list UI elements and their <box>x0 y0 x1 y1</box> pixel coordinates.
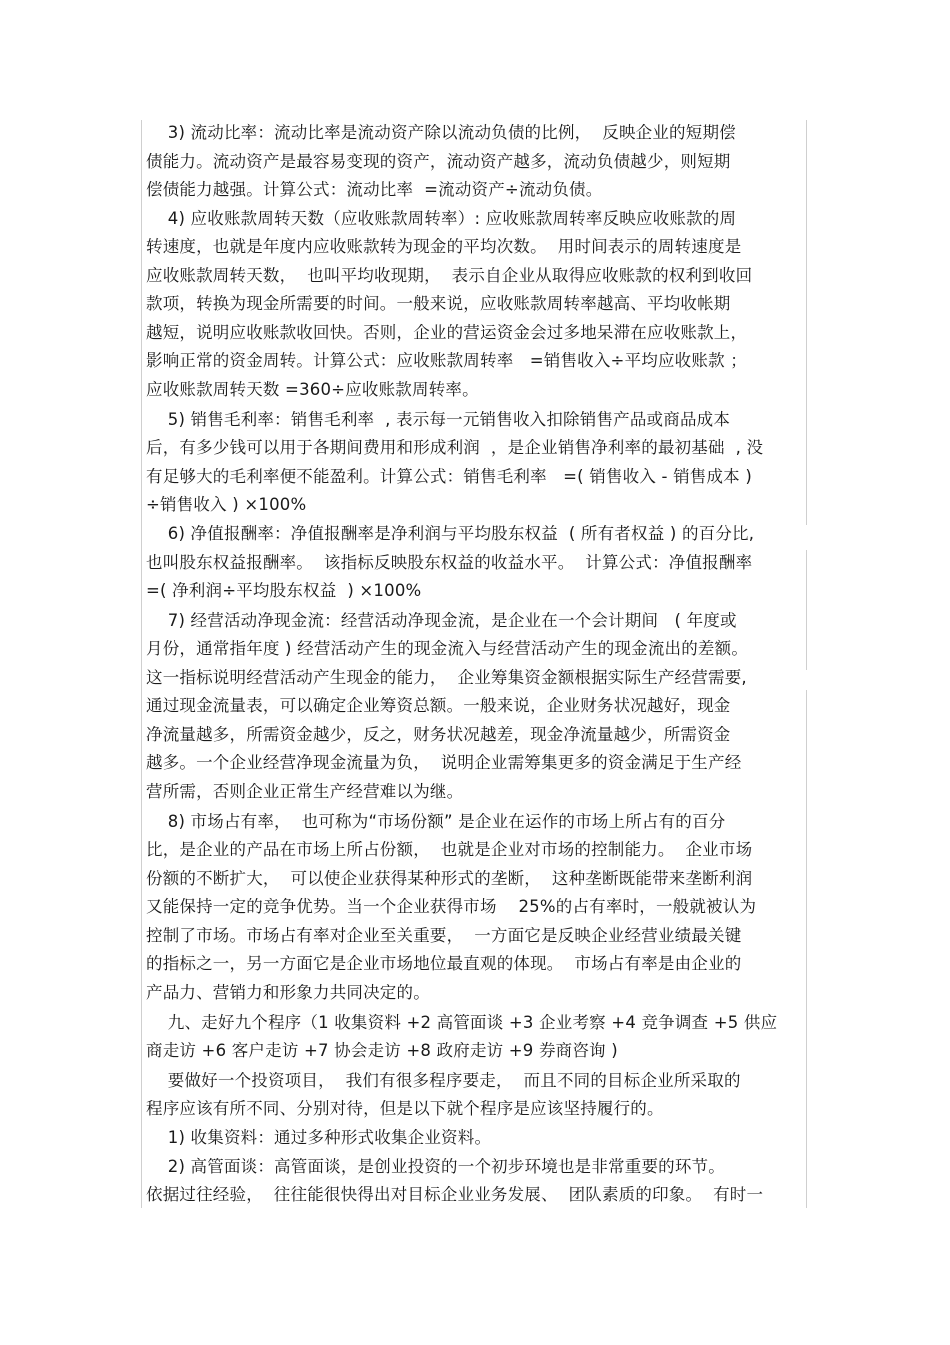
text-line: 营所需，否则企业正常生产经营难以为继。 <box>146 782 464 801</box>
text-line: 8) 市场占有率， 也可称为“市场份额” 是企业在运作的市场上所占有的百分 <box>146 812 726 831</box>
text-line: 通过现金流量表，可以确定企业筹资总额。一般来说，企业财务状况越好，现金 <box>146 696 731 715</box>
text-line: 后，有多少钱可以用于各期间费用和形成利润 ，是企业销售净利率的最初基础 , 没 <box>146 438 764 457</box>
text-line: 4) 应收账款周转天数（应收账款周转率）: 应收账款周转率反映应收账款的周 <box>146 209 737 228</box>
text-line: 2) 高管面谈：高管面谈，是创业投资的一个初步环境也是非常重要的环节。 <box>146 1157 725 1176</box>
text-line: 5) 销售毛利率：销售毛利率 , 表示每一元销售收入扣除销售产品或商品成本 <box>146 410 731 429</box>
text-line: 越短，说明应收账款收回快。否则，企业的营运资金会过多地呆滞在应收账款上， <box>146 323 748 342</box>
text-line: 债能力。流动资产是最容易变现的资产，流动资产越多，流动负债越少，则短期 <box>146 152 731 171</box>
text-line: 产品力、营销力和形象力共同决定的。 <box>146 983 430 1002</box>
page-border-left <box>141 120 142 1208</box>
text-line: 影响正常的资金周转。计算公式：应收账款周转率 =销售收入÷平均应收账款 ； <box>146 351 747 370</box>
text-line: 份额的不断扩大， 可以使企业获得某种形式的垄断， 这种垄断既能带来垄断利润 <box>146 869 753 888</box>
page-border-right <box>806 120 807 525</box>
text-line: 程序应该有所不同、分别对待，但是以下就个程序是应该坚持履行的。 <box>146 1099 664 1118</box>
text-line: 应收账款周转天数 =360÷应收账款周转率。 <box>146 380 479 399</box>
text-line: 也叫股东权益报酬率。 该指标反映股东权益的收益水平。 计算公式：净值报酬率 <box>146 553 753 572</box>
text-line: 又能保持一定的竞争优势。当一个企业获得市场 25%的占有率时，一般就被认为 <box>146 897 757 916</box>
page-border-right <box>806 550 807 670</box>
text-line: 有足够大的毛利率便不能盈利。计算公式：销售毛利率 =( 销售收入 - 销售成本 ) <box>146 467 752 486</box>
text-line: 7) 经营活动净现金流：经营活动净现金流，是企业在一个会计期间 ( 年度或 <box>146 611 737 630</box>
text-line: 月份，通常指年度 ) 经营活动产生的现金流入与经营活动产生的现金流出的差额。 <box>146 639 749 658</box>
text-line: 偿债能力越强。计算公式：流动比率 =流动资产÷流动负债。 <box>146 180 603 199</box>
text-line: 控制了市场。市场占有率对企业至关重要， 一方面它是反映企业经营业绩最关键 <box>146 926 742 945</box>
text-line: 九、走好九个程序（1 收集资料 +2 高管面谈 +3 企业考察 +4 竞争调查 +5 供应 <box>146 1013 778 1032</box>
text-line: 的指标之一，另一方面它是企业市场地位最直观的体现。 市场占有率是由企业的 <box>146 954 742 973</box>
text-line: 6) 净值报酬率：净值报酬率是净利润与平均股东权益 ( 所有者权益 ) 的百分比, <box>146 524 755 543</box>
text-line: 1) 收集资料：通过多种形式收集企业资料。 <box>146 1128 492 1147</box>
text-line: 3) 流动比率：流动比率是流动资产除以流动负债的比例， 反映企业的短期偿 <box>146 123 736 142</box>
text-line: ÷销售收入 ) ×100% <box>146 495 307 514</box>
page-border-right <box>806 690 807 1208</box>
text-line: 转速度，也就是年度内应收账款转为现金的平均次数。 用时间表示的周转速度是 <box>146 237 742 256</box>
text-line: =( 净利润÷平均股东权益 ) ×100% <box>146 581 422 600</box>
text-line: 依据过往经验， 往往能很快得出对目标企业业务发展、 团队素质的印象。 有时一 <box>146 1185 764 1204</box>
text-line: 应收账款周转天数， 也叫平均收现期， 表示自企业从取得应收账款的权利到收回 <box>146 266 753 285</box>
text-line: 要做好一个投资项目， 我们有很多程序要走， 而且不同的目标企业所采取的 <box>146 1071 741 1090</box>
text-line: 越多。一个企业经营净现金流量为负， 说明企业需筹集更多的资金满足于生产经 <box>146 753 742 772</box>
text-line: 净流量越多，所需资金越少，反之，财务状况越差，现金净流量越少，所需资金 <box>146 725 731 744</box>
text-line: 这一指标说明经营活动产生现金的能力， 企业筹集资金额根据实际生产经营需要, <box>146 668 747 687</box>
text-line: 比，是企业的产品在市场上所占份额， 也就是企业对市场的控制能力。 企业市场 <box>146 840 753 859</box>
text-line: 款项，转换为现金所需要的时间。一般来说，应收账款周转率越高、平均收帐期 <box>146 294 731 313</box>
text-line: 商走访 +6 客户走访 +7 协会走访 +8 政府走访 +9 券商咨询 ) <box>146 1041 618 1060</box>
